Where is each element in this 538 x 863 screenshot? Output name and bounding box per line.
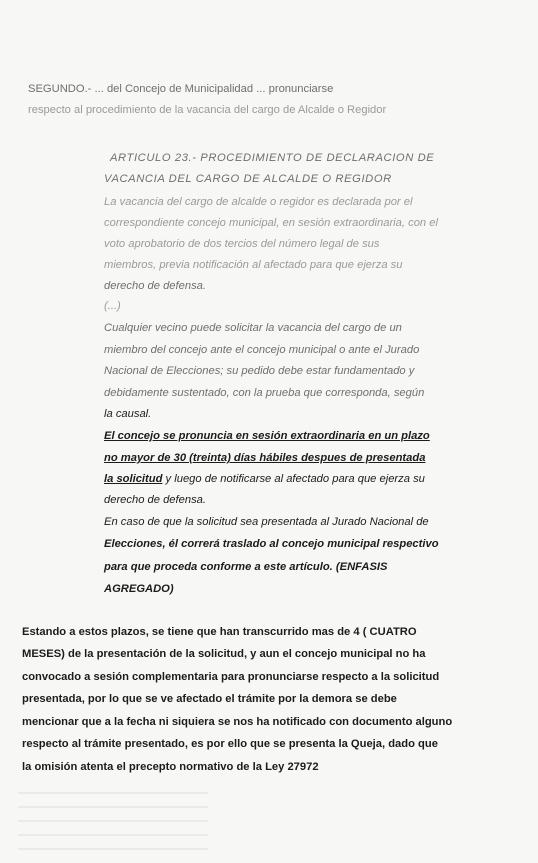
emphasis-solicitud: la solicitud <box>104 473 163 485</box>
paragraph2-line-2: miembro del concejo ante el concejo municipal o ante el Jurado <box>104 344 420 356</box>
paragraph2-line-4: debidamente sustentado, con la prueba que corresponda, según <box>104 387 425 399</box>
defense-line: derecho de defensa. <box>104 494 207 506</box>
article-ellipsis: (...) <box>104 300 121 312</box>
emphasis-line-3 <box>104 472 425 486</box>
paragraph3-line-1: En caso de que la solicitud sea presentada al Jurado Nacional de <box>104 516 429 528</box>
conclusion-line-1: Estando a estos plazos, se tiene que han transcurrido mas de 4 ( CUATRO <box>22 626 417 638</box>
conclusion-line-3: convocado a sesión complementaria para pronunciarse respecto a la solicitud <box>22 671 440 683</box>
paragraph2-line-5: la causal. <box>104 408 152 420</box>
article-body-line-5: derecho de defensa. <box>104 280 207 292</box>
paragraph2-line-3: Nacional de Elecciones; su pedido debe estar fundamentado y <box>104 365 415 377</box>
article-body-line-3: voto aprobatorio de dos tercios del número legal de sus <box>104 238 380 250</box>
article-body-line-1: La vacancia del cargo de alcalde o regidor es declarada por el <box>104 196 413 208</box>
intro-line-1: SEGUNDO.- ... del Concejo de Municipalidad ... pronunciarse <box>28 83 334 95</box>
emphasis-tail: y luego de notificarse al afectado para que ejerza su <box>162 473 425 485</box>
article-heading-line-2: VACANCIA DEL CARGO DE ALCALDE O REGIDOR <box>104 173 392 185</box>
article-body-line-4: miembros, previa notificación al afectado para que ejerza su <box>104 259 403 271</box>
scan-smudge <box>18 780 208 850</box>
emphasis-line-1: El concejo se pronuncia en sesión extraordinaria en un plazo <box>104 430 430 442</box>
emphasis-line-2: no mayor de 30 (treinta) días hábiles despues de presentada <box>104 452 426 464</box>
intro-line-2: respecto al procedimiento de la vacancia del cargo de Alcalde o Regidor <box>28 104 387 116</box>
paragraph3-line-3: para que proceda conforme a este artículo. (ENFASIS <box>104 561 388 573</box>
article-body-line-2: correspondiente concejo municipal, en sesión extraordinaria, con el <box>104 217 438 229</box>
conclusion-line-2: MESES) de la presentación de la solicitud, y aun el concejo municipal no ha <box>22 648 426 660</box>
paragraph2-line-1: Cualquier vecino puede solicitar la vacancia del cargo de un <box>104 322 402 334</box>
conclusion-line-4: presentada, por lo que se ve afectado el trámite por la demora se debe <box>22 693 397 705</box>
conclusion-line-6: respecto al trámite presentado, es por ello que se presenta la Queja, dado que <box>22 738 438 750</box>
article-closing: AGREGADO) <box>104 583 174 595</box>
paragraph3-line-2: Elecciones, él correrá traslado al concejo municipal respectivo <box>104 538 439 550</box>
conclusion-line-5: mencionar que a la fecha ni siquiera se nos ha notificado con documento alguno <box>22 716 453 728</box>
article-heading-line-1: ARTICULO 23.- PROCEDIMIENTO DE DECLARACION DE <box>110 152 435 164</box>
conclusion-line-7: la omisión atenta el precepto normativo de la Ley 27972 <box>22 761 319 773</box>
